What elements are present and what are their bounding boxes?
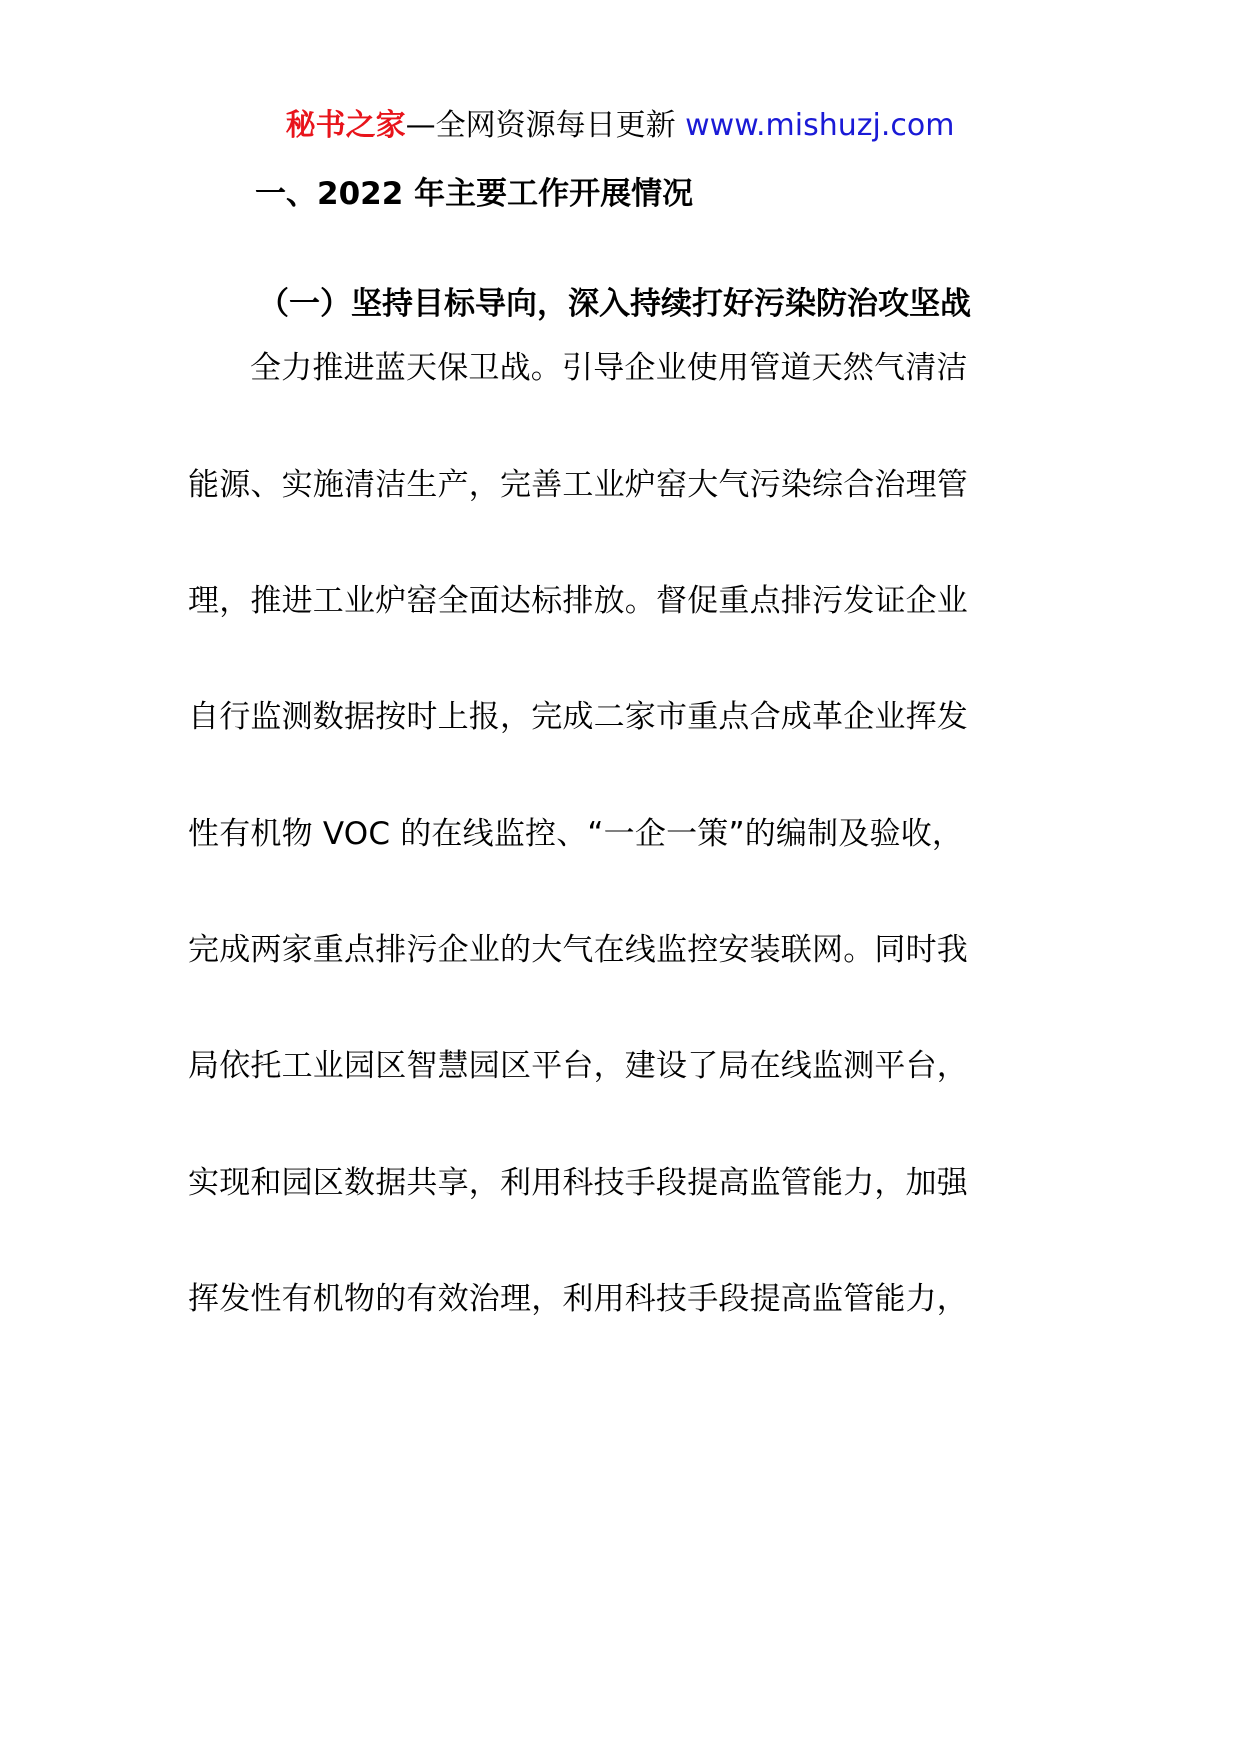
paragraph-line: 局依托工业园区智慧园区平台，建设了局在线监测平台， <box>188 1048 968 1084</box>
section-heading: 一、2022 年主要工作开展情况 <box>255 176 694 212</box>
paragraph-line: 挥发性有机物的有效治理，利用科技手段提高监管能力， <box>188 1281 968 1317</box>
paragraph-line: 实现和园区数据共享，利用科技手段提高监管能力，加强 <box>188 1165 968 1201</box>
paragraph-line: 自行监测数据按时上报，完成二家市重点合成革企业挥发 <box>188 699 968 735</box>
paragraph-line: 全力推进蓝天保卫战。引导企业使用管道天然气清洁 <box>250 350 968 386</box>
paragraph-line: 理，推进工业炉窑全面达标排放。督促重点排污发证企业 <box>188 583 968 619</box>
paragraph-line: 完成两家重点排污企业的大气在线监控安装联网。同时我 <box>188 932 968 968</box>
brand-name: 秘书之家 <box>285 108 406 143</box>
site-url-link[interactable]: www.mishuzj.com <box>685 108 955 143</box>
banner-tagline: —全网资源每日更新 <box>405 108 686 143</box>
site-banner <box>0 104 1240 148</box>
subsection-heading: （一）坚持目标导向，深入持续打好污染防治攻坚战 <box>258 286 971 322</box>
paragraph-line: 性有机物 VOC 的在线监控、“一企一策”的编制及验收， <box>188 816 964 852</box>
paragraph-line: 能源、实施清洁生产，完善工业炉窑大气污染综合治理管 <box>188 467 968 503</box>
